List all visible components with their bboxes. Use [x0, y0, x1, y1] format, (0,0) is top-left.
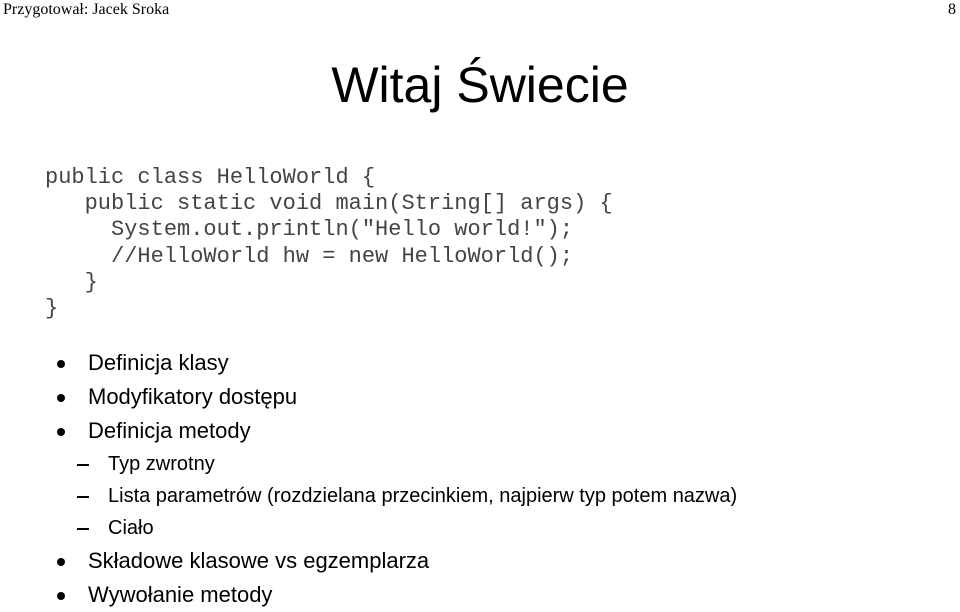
bullet-item	[0, 346, 737, 380]
bullet-dot-icon	[57, 558, 65, 566]
sub-bullet-text: Lista parametrów (rozdzielana przecinkiem, najpierw typ potem nazwa)	[108, 485, 738, 507]
sub-bullet-item	[0, 480, 737, 512]
bullet-text: Modyfikatory dostępu	[88, 384, 298, 409]
slide-title: Witaj Świecie	[331, 57, 629, 113]
bullet-item	[0, 544, 737, 578]
header-author: Przygotował: Jacek Sroka	[3, 1, 170, 18]
sub-bullet-text: Typ zwrotny	[108, 453, 215, 475]
dash-icon	[77, 496, 89, 498]
bullet-dot-icon	[57, 360, 65, 368]
code-line: }	[45, 296, 59, 322]
bullet-dot-icon	[57, 428, 65, 436]
sub-bullet-text: Ciało	[108, 517, 154, 539]
bullet-text: Definicja metody	[88, 418, 251, 443]
page-number: 8	[948, 1, 956, 18]
dash-icon	[77, 528, 89, 530]
bullet-item	[0, 578, 737, 612]
bullet-text: Składowe klasowe vs egzemplarza	[88, 548, 430, 573]
code-line: }	[45, 269, 98, 295]
bullet-text: Wywołanie metody	[88, 582, 273, 607]
code-line: //HelloWorld hw = new HelloWorld();	[45, 243, 574, 269]
code-line: System.out.println("Hello world!");	[45, 217, 574, 243]
bullet-list	[0, 346, 737, 612]
bullet-item	[0, 380, 737, 414]
code-block	[45, 165, 613, 322]
dash-icon	[77, 464, 89, 466]
bullet-text: Definicja klasy	[88, 350, 229, 375]
bullet-item	[0, 414, 737, 448]
sub-bullet-item	[0, 512, 737, 544]
code-line: public class HelloWorld {	[45, 165, 376, 190]
bullet-dot-icon	[57, 394, 65, 402]
sub-bullet-item	[0, 448, 737, 480]
code-line: public static void main(String[] args) {	[45, 191, 613, 217]
bullet-dot-icon	[57, 592, 65, 600]
